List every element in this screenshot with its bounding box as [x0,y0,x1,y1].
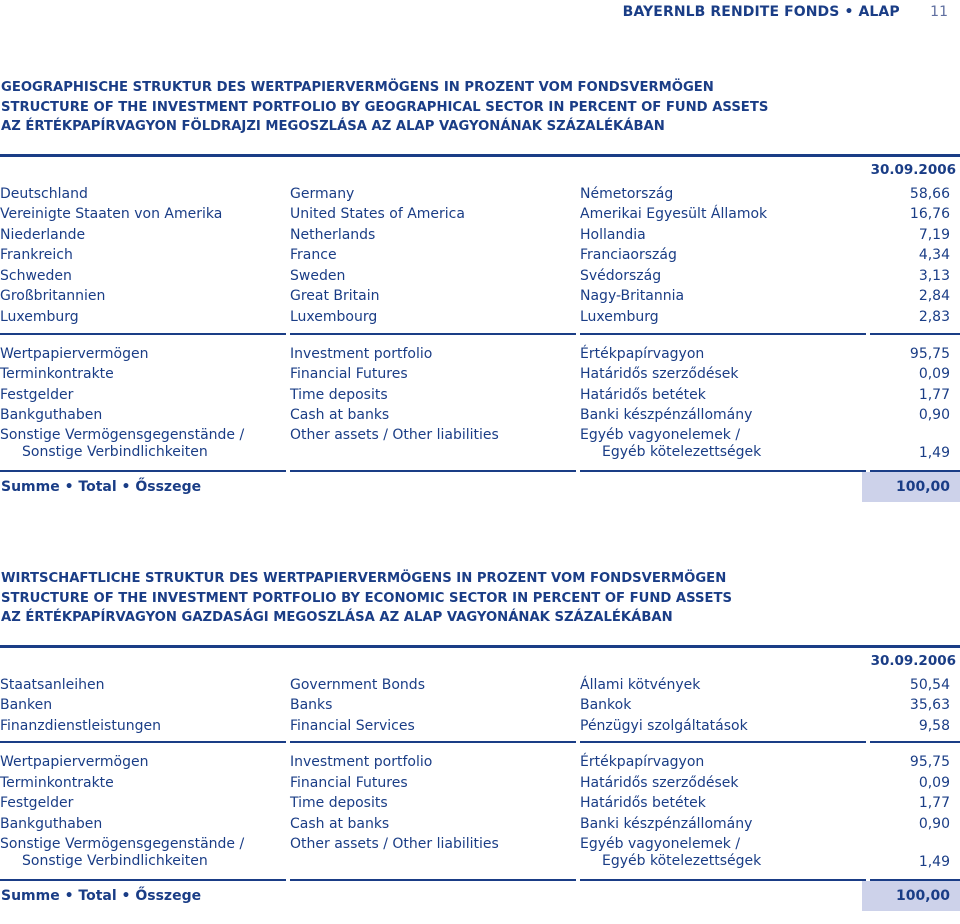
label-hu-line2: Egyéb kötelezettségek [602,852,762,869]
fund-name: BAYERNLB RENDITE FONDS • ALAP [622,4,900,20]
assets-table [0,752,960,870]
section-title-hu: AZ ÉRTÉKPAPÍRVAGYON GAZDASÁGI MEGOSZLÁSA AZ ALAP VAGYONÁNAK SZÁZALÉKÁBAN [1,610,673,625]
summary-value: 100,00 [862,472,960,502]
column-divider [0,333,960,335]
percent-value: 95,75 [909,754,950,771]
label-en: United States of America [290,206,465,223]
label-en: Government Bonds [290,676,425,693]
table-row [0,245,960,266]
label-en: Banks [290,697,333,714]
label-de [0,427,290,462]
label-en: France [290,247,337,264]
label-en: Time deposits [290,795,388,812]
summary-label: Summe • Total • Ősszege [1,479,202,496]
label-hu: Határidős betétek [580,795,706,812]
label-de: Finanzdienstleistungen [0,717,161,734]
label-hu: Nagy-Britannia [580,288,685,305]
table-row [0,405,960,426]
page-header [623,4,948,20]
label-hu: Határidős szerződések [580,366,739,383]
label-de: Bankguthaben [0,816,103,833]
table-row [0,752,960,773]
label-de: Wertpapiervermögen [0,754,149,771]
label-de: Bankguthaben [0,407,103,424]
percent-value: 0,09 [918,366,950,383]
label-en: Financial Services [290,717,415,734]
label-en: Financial Futures [290,366,408,383]
label-en: Netherlands [290,226,376,243]
label-hu: Pénzügyi szolgáltatások [580,717,748,734]
assets-table [0,344,960,462]
label-hu: Németország [580,185,674,202]
label-de-line2: Sonstige Verbindlichkeiten [22,444,208,461]
label-en: Germany [290,185,355,202]
label-en: Investment portfolio [290,754,433,771]
label-hu: Franciaország [580,247,677,264]
label-en [290,427,580,462]
section-title-de: WIRTSCHAFTLICHE STRUKTUR DES WERTPAPIERVERMÖGENS IN PROZENT VOM FONDSVERMÖGEN [1,571,727,586]
summary-value: 100,00 [862,881,960,911]
section-title-de: GEOGRAPHISCHE STRUKTUR DES WERTPAPIERVERMÖGENS IN PROZENT VOM FONDSVERMÖGEN [1,80,714,95]
label-de-line1: Sonstige Vermögensgegenstände / [0,835,245,852]
percent-value: 16,76 [909,206,950,223]
label-en-line1: Other assets / Other liabilities [290,427,499,444]
label-hu: Határidős betétek [580,386,706,403]
percent-value: 4,34 [918,247,950,264]
label-de: Niederlande [0,226,86,243]
label-de: Großbritannien [0,288,106,305]
percent-value: 0,90 [918,407,950,424]
percent-value: 95,75 [909,345,950,362]
label-hu [580,427,830,462]
table-row [0,364,960,385]
percent-value: 58,66 [909,185,950,202]
percent-value: 7,19 [918,226,950,243]
percent-value: 2,83 [918,309,950,326]
label-de: Banken [0,697,53,714]
table-row [0,225,960,246]
label-en: Cash at banks [290,816,390,833]
label-en: Financial Futures [290,774,408,791]
label-de: Luxemburg [0,309,79,326]
economic-structure-section [0,569,960,911]
label-hu: Határidős szerződések [580,774,739,791]
percent-value: 35,63 [909,697,950,714]
label-hu: Banki készpénzállomány [580,407,753,424]
label-en: Cash at banks [290,407,390,424]
section-title-en: STRUCTURE OF THE INVESTMENT PORTFOLIO BY GEOGRAPHICAL SECTOR IN PERCENT OF FUND ASSETS [1,99,769,115]
table-row [0,385,960,406]
country-table [0,184,960,328]
table-row [0,835,960,871]
percent-value: 3,13 [918,267,950,284]
column-divider [0,741,960,743]
summary-row [0,472,960,502]
label-en [290,836,580,871]
table-row [0,184,960,205]
page-number: 11 [930,4,948,20]
table-row [0,814,960,835]
percent-value: 2,84 [918,288,950,305]
label-de: Vereinigte Staaten von Amerika [0,206,223,223]
table-row [0,307,960,328]
label-en: Great Britain [290,288,380,305]
label-de: Schweden [0,267,72,284]
label-hu: Hollandia [580,226,646,243]
label-en: Time deposits [290,386,388,403]
label-hu: Amerikai Egyesült Államok [580,206,768,223]
label-en: Investment portfolio [290,345,433,362]
label-hu: Értékpapírvagyon [580,754,705,771]
label-hu: Banki készpénzállomány [580,816,753,833]
label-hu: Bankok [580,697,632,714]
summary-label: Summe • Total • Ősszege [1,887,202,904]
label-de: Terminkontrakte [0,366,114,383]
section-title-en: STRUCTURE OF THE INVESTMENT PORTFOLIO BY ECONOMIC SECTOR IN PERCENT OF FUND ASSETS [1,590,733,606]
percent-value: 1,77 [918,795,950,812]
label-de: Frankreich [0,247,73,264]
label-hu: Luxemburg [580,309,659,326]
label-de: Staatsanleihen [0,676,105,693]
section-title-hu: AZ ÉRTÉKPAPÍRVAGYON FÖLDRAJZI MEGOSZLÁSA AZ ALAP VAGYONÁNAK SZÁZALÉKÁBAN [1,119,665,134]
label-de: Deutschland [0,185,88,202]
label-de [0,836,290,871]
report-date: 30.09.2006 [870,161,956,178]
percent-value: 9,58 [918,717,950,734]
label-de: Terminkontrakte [0,774,114,791]
table-row [0,426,960,462]
table-row [0,793,960,814]
label-hu [580,836,830,871]
label-de-line2: Sonstige Verbindlichkeiten [22,852,208,869]
percent-value: 50,54 [909,676,950,693]
label-hu-line1: Egyéb vagyonelemek / [580,427,741,444]
table-row [0,675,960,696]
table-row [0,266,960,287]
percent-value-text: 1,49 [918,445,950,462]
table-row [0,344,960,365]
percent-value: 1,77 [918,386,950,403]
label-hu: Svédország [580,267,662,284]
percent-value [830,427,960,462]
table-row [0,716,960,737]
summary-row [0,881,960,911]
label-hu: Állami kötvények [580,676,701,693]
label-en: Sweden [290,267,346,284]
table-row [0,695,960,716]
label-hu: Értékpapírvagyon [580,345,705,362]
label-de: Wertpapiervermögen [0,345,149,362]
label-de: Festgelder [0,795,74,812]
geographic-structure-section [0,78,960,502]
label-de-line1: Sonstige Vermögensgegenstände / [0,427,245,444]
percent-value: 0,90 [918,816,950,833]
table-row [0,204,960,225]
sector-table [0,675,960,737]
percent-value: 0,09 [918,774,950,791]
label-de: Festgelder [0,386,74,403]
report-date: 30.09.2006 [870,652,956,669]
table-row [0,773,960,794]
label-hu-line1: Egyéb vagyonelemek / [580,835,741,852]
percent-value-text: 1,49 [918,853,950,870]
label-en-line1: Other assets / Other liabilities [290,835,499,852]
label-hu-line2: Egyéb kötelezettségek [602,444,762,461]
percent-value [830,836,960,871]
table-row [0,286,960,307]
label-en: Luxembourg [290,309,378,326]
